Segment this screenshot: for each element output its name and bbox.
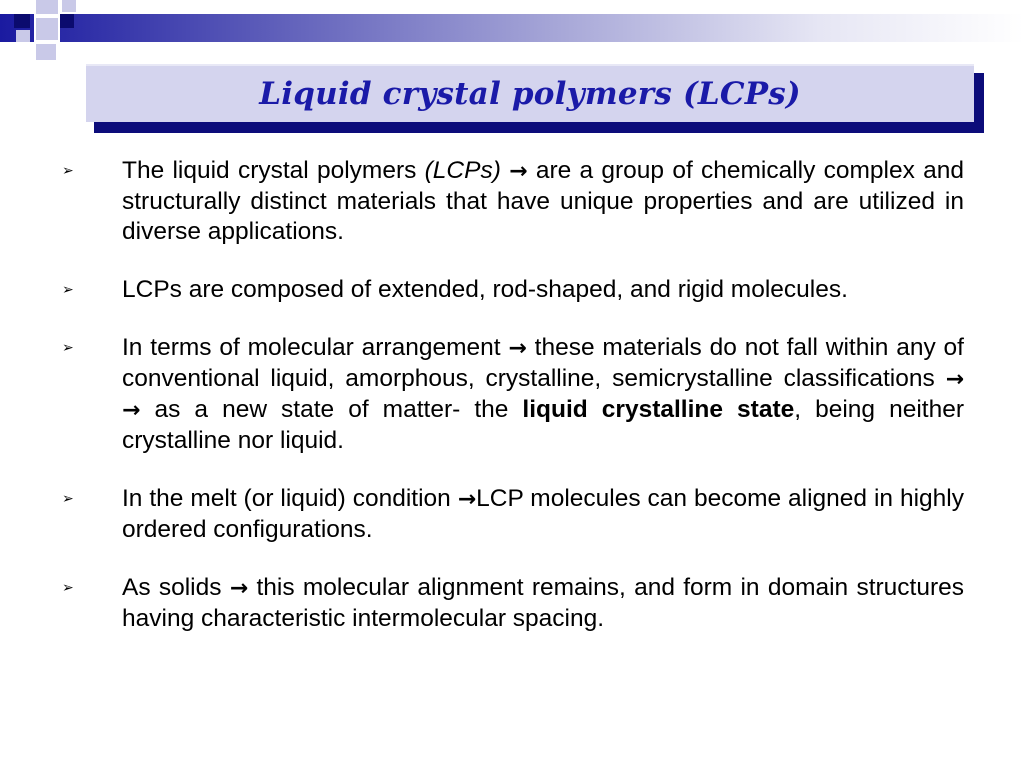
bullet-text bbox=[122, 156, 964, 247]
slide-title: Liquid crystal polymers (LCPs) bbox=[259, 76, 801, 112]
decor-square bbox=[16, 30, 30, 42]
bullet-text bbox=[122, 333, 964, 456]
header-gradient-band bbox=[0, 14, 1024, 42]
right-arrow-icon: → bbox=[945, 367, 964, 392]
bullet-item bbox=[60, 156, 964, 247]
bullet-text-part: this molecular alignment remains, and form in domain structures having characteristic intermolecular spacing. bbox=[122, 574, 965, 632]
right-arrow-icon: → bbox=[508, 336, 527, 361]
bullet-arrow-icon: ➢ bbox=[62, 340, 74, 356]
bullet-text-italic: (LCPs) bbox=[424, 157, 501, 184]
bullet-arrow-icon: ➢ bbox=[62, 163, 74, 179]
right-arrow-icon: → bbox=[509, 159, 528, 184]
bullet-text-bold: liquid crystalline state bbox=[522, 396, 795, 423]
bullet-text-part: as a new state of matter- the bbox=[140, 396, 523, 423]
decor-square bbox=[62, 0, 76, 12]
decor-square bbox=[60, 14, 74, 28]
decor-square bbox=[0, 0, 14, 14]
bullet-item bbox=[60, 484, 964, 545]
bullet-text-part: As solids bbox=[122, 574, 230, 601]
bullet-arrow-icon: ➢ bbox=[62, 491, 74, 507]
right-arrow-icon: → bbox=[457, 487, 477, 512]
decor-square bbox=[36, 0, 58, 14]
bullet-arrow-icon: ➢ bbox=[62, 580, 74, 596]
decor-square bbox=[14, 14, 30, 28]
bullet-text bbox=[122, 573, 964, 634]
bullet-item bbox=[60, 573, 964, 634]
bullet-text-part: these materials do not fall within any of conventional liquid, amorphous, crystalline, semicrystalline classifications bbox=[122, 334, 964, 392]
bullet-text-part: , being neither crystalline nor liquid. bbox=[122, 396, 964, 454]
bullet-text: LCPs are composed of extended, rod-shaped, and rigid molecules. bbox=[122, 276, 848, 303]
bullet-item bbox=[60, 275, 964, 305]
bullet-text-part: In terms of molecular arrangement bbox=[122, 334, 509, 361]
bullet-list bbox=[60, 156, 964, 662]
bullet-item bbox=[60, 333, 964, 456]
bullet-text bbox=[122, 484, 964, 545]
bullet-text-part: are a group of chemically complex and structurally distinct materials that have unique properties and are utilized in diverse applications. bbox=[122, 157, 964, 245]
right-arrow-icon: → bbox=[122, 398, 141, 423]
bullet-text-part: The liquid crystal polymers bbox=[122, 157, 425, 184]
title-box bbox=[86, 64, 974, 122]
decor-square bbox=[36, 18, 58, 40]
bullet-arrow-icon: ➢ bbox=[62, 282, 74, 298]
right-arrow-icon: → bbox=[229, 576, 249, 601]
bullet-text-part: LCP molecules can become aligned in highly ordered configurations. bbox=[122, 485, 964, 543]
bullet-text-part: In the melt (or liquid) condition bbox=[122, 485, 458, 512]
decor-square bbox=[36, 44, 56, 60]
